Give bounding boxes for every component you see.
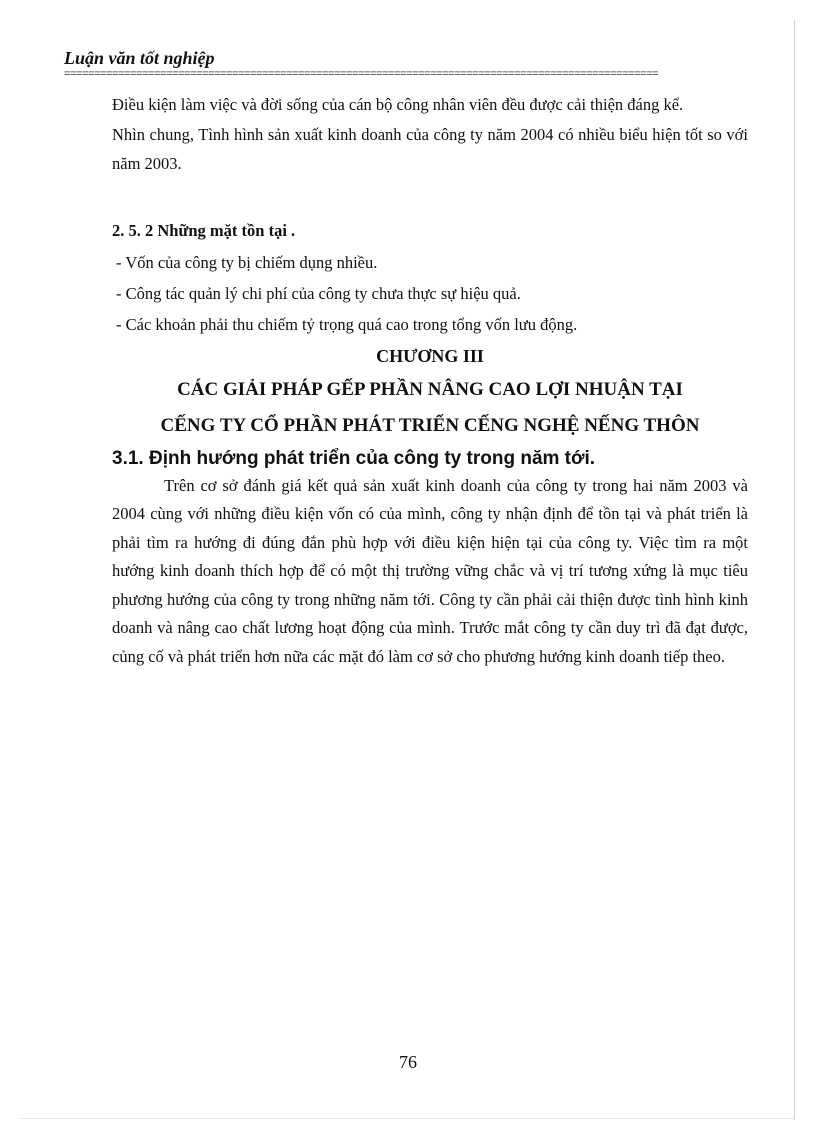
chapter-title-line-2: CẾNG TY CỔ PHẦN PHÁT TRIỂN CẾNG NGHỆ NẾNG THÔN <box>160 414 700 436</box>
page-body <box>112 90 748 672</box>
paragraph-working-conditions: Điều kiện làm việc và đời sống của cán bộ công nhân viên đều được cải thiện đáng kể. <box>112 95 684 114</box>
list-item: - Các khoản phải thu chiếm tỷ trọng quá cao trong tổng vốn lưu động. <box>116 314 578 334</box>
list-item: - Công tác quản lý chi phí của công ty chưa thực sự hiệu quả. <box>116 283 521 303</box>
section-heading: 2. 5. 2 Những mặt tồn tại . <box>112 220 296 240</box>
paragraph-overall-summary: Nhìn chung, Tình hình sản xuất kinh doanh của công ty năm 2004 có nhiều biểu hiện tốt so với năm 2003. <box>112 124 748 173</box>
header-divider: =================================================================================================== <box>64 69 659 81</box>
chapter-title-line-1: CÁC GIẢI PHÁP GẾP PHẦN NÂNG CAO LỢI NHUẬN TẠI <box>177 378 683 400</box>
page-number: 76 <box>399 1052 417 1072</box>
running-header-title: Luận văn tốt nghiệp <box>64 48 215 68</box>
spacer <box>112 179 748 215</box>
page-border-bottom <box>20 1118 795 1119</box>
subsection-body: Trên cơ sở đánh giá kết quả sản xuất kinh doanh của công ty trong hai năm 2003 và 2004 cùng với những điều kiện vốn có của mình, công ty nhận định để tồn tại và phát triển là phải tìm ra hướng đi đúng đắn phù hợp với điều kiện hiện tại của công ty. Việc tìm ra một hướng kinh doanh thích hợp để có một thị trường vững chắc và vị trí tương xứng là mục tiêu phương hướng của công ty trong những năm tới. Công ty cần phải cải thiện được tình hình kinh doanh và nâng cao chất lương hoạt động của mình. Trước mắt công ty cần duy trì đã đạt được, củng cố và phát triển hơn nữa các mặt đó làm cơ sở cho phương hướng kinh doanh tiếp theo. <box>112 475 748 667</box>
chapter-label: CHƯƠNG III <box>376 345 484 366</box>
page-border-right <box>794 20 795 1120</box>
subsection-heading: 3.1. Định hướng phát triển của công ty trong năm tới. <box>112 447 596 469</box>
list-item: - Vốn của công ty bị chiếm dụng nhiều. <box>116 252 378 272</box>
